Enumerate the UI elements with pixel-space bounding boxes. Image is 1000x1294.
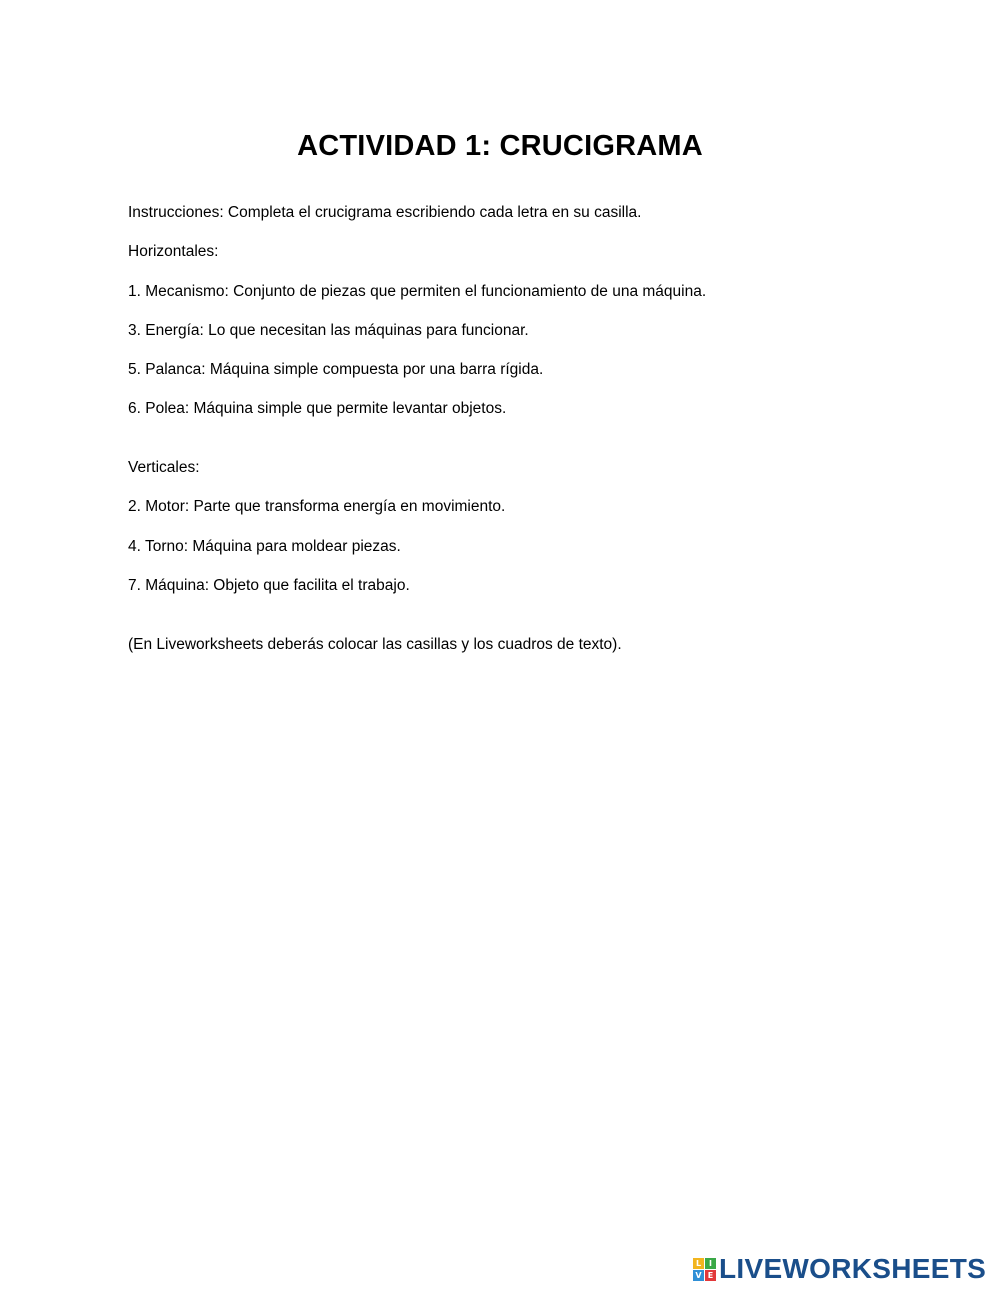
liveworksheets-logo-text: LIVEWORKSHEETS	[719, 1253, 987, 1284]
logo-tile-i: I	[705, 1258, 716, 1269]
liveworksheets-logo	[693, 1255, 986, 1283]
instructions-text: Instrucciones: Completa el crucigrama escribiendo cada letra en su casilla.	[128, 204, 642, 221]
horizontal-clue: 6. Polea: Máquina simple que permite levantar objetos.	[128, 400, 507, 417]
logo-tile-e: E	[705, 1270, 716, 1281]
horizontal-clue: 3. Energía: Lo que necesitan las máquinas para funcionar.	[128, 322, 529, 339]
horizontal-heading: Horizontales:	[128, 243, 219, 260]
logo-tile-v: V	[693, 1270, 704, 1281]
horizontal-clue: 5. Palanca: Máquina simple compuesta por una barra rígida.	[128, 361, 544, 378]
note-text: (En Liveworksheets deberás colocar las casillas y los cuadros de texto).	[128, 636, 622, 653]
vertical-heading: Verticales:	[128, 459, 200, 476]
liveworksheets-logo-icon	[693, 1258, 716, 1281]
horizontal-clue: 1. Mecanismo: Conjunto de piezas que permiten el funcionamiento de una máquina.	[128, 283, 707, 300]
page-title: ACTIVIDAD 1: CRUCIGRAMA	[297, 130, 703, 162]
logo-tile-l: L	[693, 1258, 704, 1269]
vertical-clue: 4. Torno: Máquina para moldear piezas.	[128, 538, 401, 555]
vertical-clue: 7. Máquina: Objeto que facilita el trabajo.	[128, 577, 410, 594]
vertical-clue: 2. Motor: Parte que transforma energía en movimiento.	[128, 498, 506, 515]
